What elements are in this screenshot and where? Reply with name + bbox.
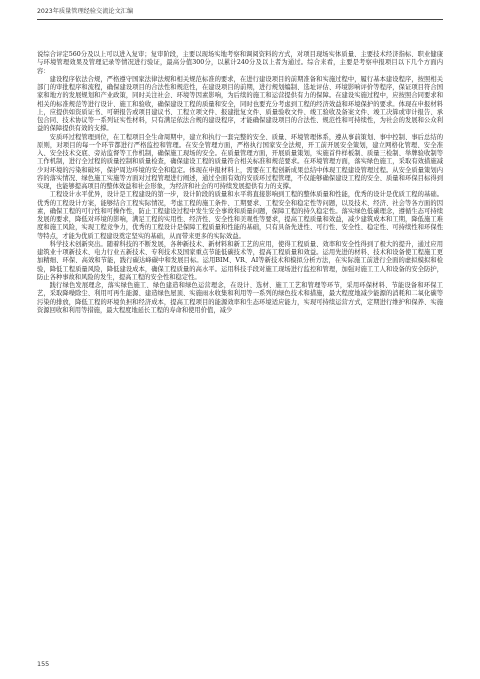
paragraph: 践行绿色发展理念，落实绿色施工、绿色建造和绿色运营理念，在设计、选材、施工工艺和管理等环节，采用环保材料、节能设备和环保工艺，采取降噪除尘、利用可再生能源、建造绿色屋顶、实施雨水收集和利用等一系列的绿色技术和措施，最大程度地减少能源的消耗和二氧化碳等污染的排放，降低工程的环境负担和经济成本，提高工程项目的能源效率和生态环境适应能力，实现可持续运营方式，定期进行维护和保养、实施资源回收和利用等措施，最大程度地延长工程的寿命和使用价值，减少 — [37, 282, 443, 314]
paragraph: 安质环过程管理到位，在工程项目全生命周期中，建立和执行一套完整的安全、质量、环境管理体系，遵从事前策划、事中控制、事后总结的原则，对项目的每一个环节都进行严格监控和管理。在安全管理方面，严格执行国家安全法规，开工前开展安全策划，建立网格化管理、安全准入、安全技术交底、旁站监督等工作机制，确保施工现场的安全。在质量管理方面，开展质量策划，实施首件样板制、质量三检制、举牌验收制等工作机制，进行全过程的质量控制和质量检查，确保建设工程的质量符合相关标准和规范要求。在环境管理方面，落实绿色施工，采取有效措施减少对环境的污染和破坏，保护周边环境的安全和稳定。体现在申报材料上，需要在工程创新成果总结中体现工程建设管理过程。从安全质量策划内容的落实情况、绿色施工实施等方面对过程管理进行阐述，通过全面有效的安质环过程管理，不仅能够确保建设工程的安全、质量和环保目标得到实现，也能够提高项目的整体效益和社会形象，为经济和社会的可持续发展提供有力的支撑。 — [37, 133, 443, 190]
page-number: 155 — [37, 660, 50, 668]
running-header: 2023年质量管理经验交流论文汇编 — [37, 8, 134, 15]
header-rule — [37, 19, 443, 20]
paragraph: 工程设计水平优异，设计是工程建设的第一步，设计阶段的质量和水平将直接影响到工程的整体质量和性能，优秀的设计是优质工程的基础。优秀的工程设计方案，能够结合工程实际情况，考虑工程的施工条件、工期要求、工程安全和稳定性等问题，以及技术、经济、社会等各方面的因素，确保工程的可行性和可操作性，防止工程建设过程中发生安全事故和质量问题，保障工程的持久稳定性。落实绿色低碳理念，遵循生态可持续发展的要求，降低对环境的影响，满足工程的实用性、经济性、安全性和美观性等要求，提高工程质量和效益，减少建筑成本和工期，降低施工难度和施工风险，实现工程竞争力，优秀的工程设计是保障工程质量和性能的基础，只有具备先进性、可行性、安全性、稳定性、可持续性和环保性等特点，才能为优质工程建设奠定坚实的基础，从而带来更多的实际效益。 — [37, 191, 443, 240]
paragraph: 科学技术创新突出。随着科技的不断发展，各种新技术、新材料和新工艺的应用，使得工程质量、效率和安全性得到了极大的提升，通过应用建筑业十项新技术、电力行业五新技术、专利技术及国家重点节能低碳技术等，提高工程质量和效益。运用先进的材料、技术和设备使工程施工更加精细、环保、高效和节能，践行碳达峰碳中和发展目标。运用BIM、VR、AI等新技术和模拟分析方法，在实际施工前进行全面的虚拟模拟和检验，降低工程质量风险，降低建设成本，确保工程质量的高水平。运用科技手段对施工现场进行监控和管理，加强对施工工人和设备的安全防护，防止各种事故和风险的发生，提高工程的安全性和稳定性。 — [37, 240, 443, 281]
paragraph: 建设程序依法合规，严格遵守国家法律法规和相关规范标准的要求，在进行建设项目的前期准备和实施过程中，履行基本建设程序，按照相关部门的审批程序和流程，确保建设项目的合法性和规范性，在建设项目的前期，进行规划编制、选址评估、环境影响评价等程序，保证项目符合国家和地方的发展规划和产业政策，同时关注社会、环境等因素影响，为后续的施工和运营提供有力的保障。在建设实施过程中，应按照合同要求和相关的标准规范等进行设计、施工和验收，确保建设工程的质量和安全，同时也要充分考虑到工程的经济效益和环境保护的要求。体现在申报材料上，应提供如资质证书、可研报告或项目建议书、工程立项文件、报建批复文件、质量验收文件、竣工验收及备案文件、竣工决算或审计报告、承包合同、技术协议等一系列证实性材料，只有满足依法合规的建设程序，才能确保建设项目的合法性、规范性和可持续性，为社会的发展和公众利益的保障提供有效的支撑。 — [37, 75, 443, 133]
paragraph: 说综合评定560分及以上可以进入复审；复审阶段，主要以现场实地考察和调阅资料的方式，对项目现场实体质量、主要技术经济指标、职业健康与环境管理效果及管理记录等情况进行验证，最高分值300分，以累计240分及以上者为通过。综合来看，主要是考察申报项目以下几个方面内容： — [37, 51, 443, 75]
body-text — [37, 51, 443, 315]
